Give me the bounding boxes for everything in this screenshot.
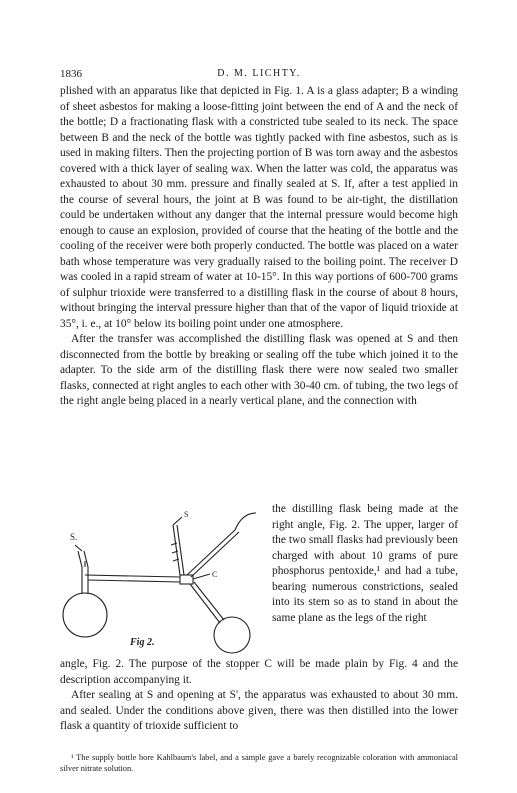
- upper-arm-curve: [235, 513, 256, 530]
- paragraph-2-end: angle, Fig. 2. The purpose of the stopper C will be made plain by Fig. 4 and the description accompanying it.: [60, 658, 458, 686]
- body-text: [60, 84, 458, 410]
- tube-tip-s: [173, 517, 182, 525]
- lower-flask-bulb: [63, 593, 107, 637]
- constricted-tube-a: [173, 525, 180, 575]
- after-figure-text: [60, 657, 458, 735]
- figure-caption: Fig 2.: [130, 637, 155, 648]
- page-header: [60, 68, 458, 82]
- paragraph-1: plished with an apparatus like that depicted in Fig. 1. A is a glass adapter; B a winding of sheet asbestos for making a loose-fitting joint between the end of A and the neck of the bottle; D a fractionating flask with a constricted tube sealed to its neck. The space between B and the neck of the bottle was tightly packed with fine asbestos, such as is used in making filters. Then the projecting portion of B was torn away and the asbestos covered with a thick layer of sealing wax. When the latter was cold, the apparatus was exhausted to about 30 mm. pressure and finally sealed at S. If, after a test applied in the course of several hours, the joint at B was found to be air-tight, the distillation could be undertaken without any danger that the internal pressure would become high enough to cause an explosion, provided of course that the heating of the bottle and the cooling of the receiver were both properly conducted. The bottle was placed on a water bath whose temperature was very gradually raised to the boiling point. The receiver D was cooled in a rapid stream of water at 10-15°. In this way portions of 600-700 grams of sulphur trioxide were transferred to a distilling flask in the course of about 8 hours, without bringing the interval pressure higher than that of the vapor of liquid trioxide at 35°, i. e., at 10° below its boiling point under one atmosphere.: [60, 85, 458, 330]
- stopper-c-pointer: [193, 574, 210, 579]
- constricted-tube-b: [177, 525, 184, 575]
- diagonal-tube-b: [194, 582, 224, 620]
- s-left-pointer: [75, 545, 82, 551]
- figure-2: [60, 505, 270, 665]
- paragraph-3: After sealing at S and opening at S', the apparatus was exhausted to about 30 mm. and sealed. Under the conditions above given, there was then distilled into the lower flask a quantity of trioxide sufficient to: [60, 689, 458, 732]
- figure-side-text: the distilling flask being made at the right angle, Fig. 2. The upper, larger of the two small flasks had previously been charged with about 10 grams of pure phosphorus pentoxide,¹ and had a tube, bearing numerous constrictions, sealed into its stem so as to stand in about the same plane as the legs of the right: [272, 503, 458, 624]
- footnote: ¹ The supply bottle bore Kahlbaum's label, and a sample gave a barely recognizable coloration with ammoniacal silver nitrate solution.: [60, 753, 458, 773]
- diagonal-tube-a: [190, 584, 220, 623]
- horizontal-tube-top: [85, 575, 180, 577]
- upper-arm-a: [187, 530, 235, 575]
- label-s-left: S.: [70, 532, 78, 542]
- paragraph-2: After the transfer was accomplished the distilling flask was opened at S and then disconnected from the bottle by breaking or sealing off the tube which joined it to the adapter. To the side arm of the distilling flask there were now sealed two smaller flasks, connected at right angles to each other with 30-40 cm. of tubing, the two legs of the right angle being placed in a nearly vertical plane, and the connection with: [60, 333, 458, 407]
- figure-2-drawing: [60, 505, 270, 665]
- upper-flask-bulb: [214, 617, 250, 653]
- page-number: 1836: [60, 68, 82, 80]
- label-s-top: S: [184, 510, 189, 519]
- running-head: D. M. LICHTY.: [217, 68, 301, 79]
- label-c: C: [212, 570, 218, 579]
- horizontal-tube-bottom: [88, 580, 180, 582]
- lower-flask-tip: [78, 551, 88, 567]
